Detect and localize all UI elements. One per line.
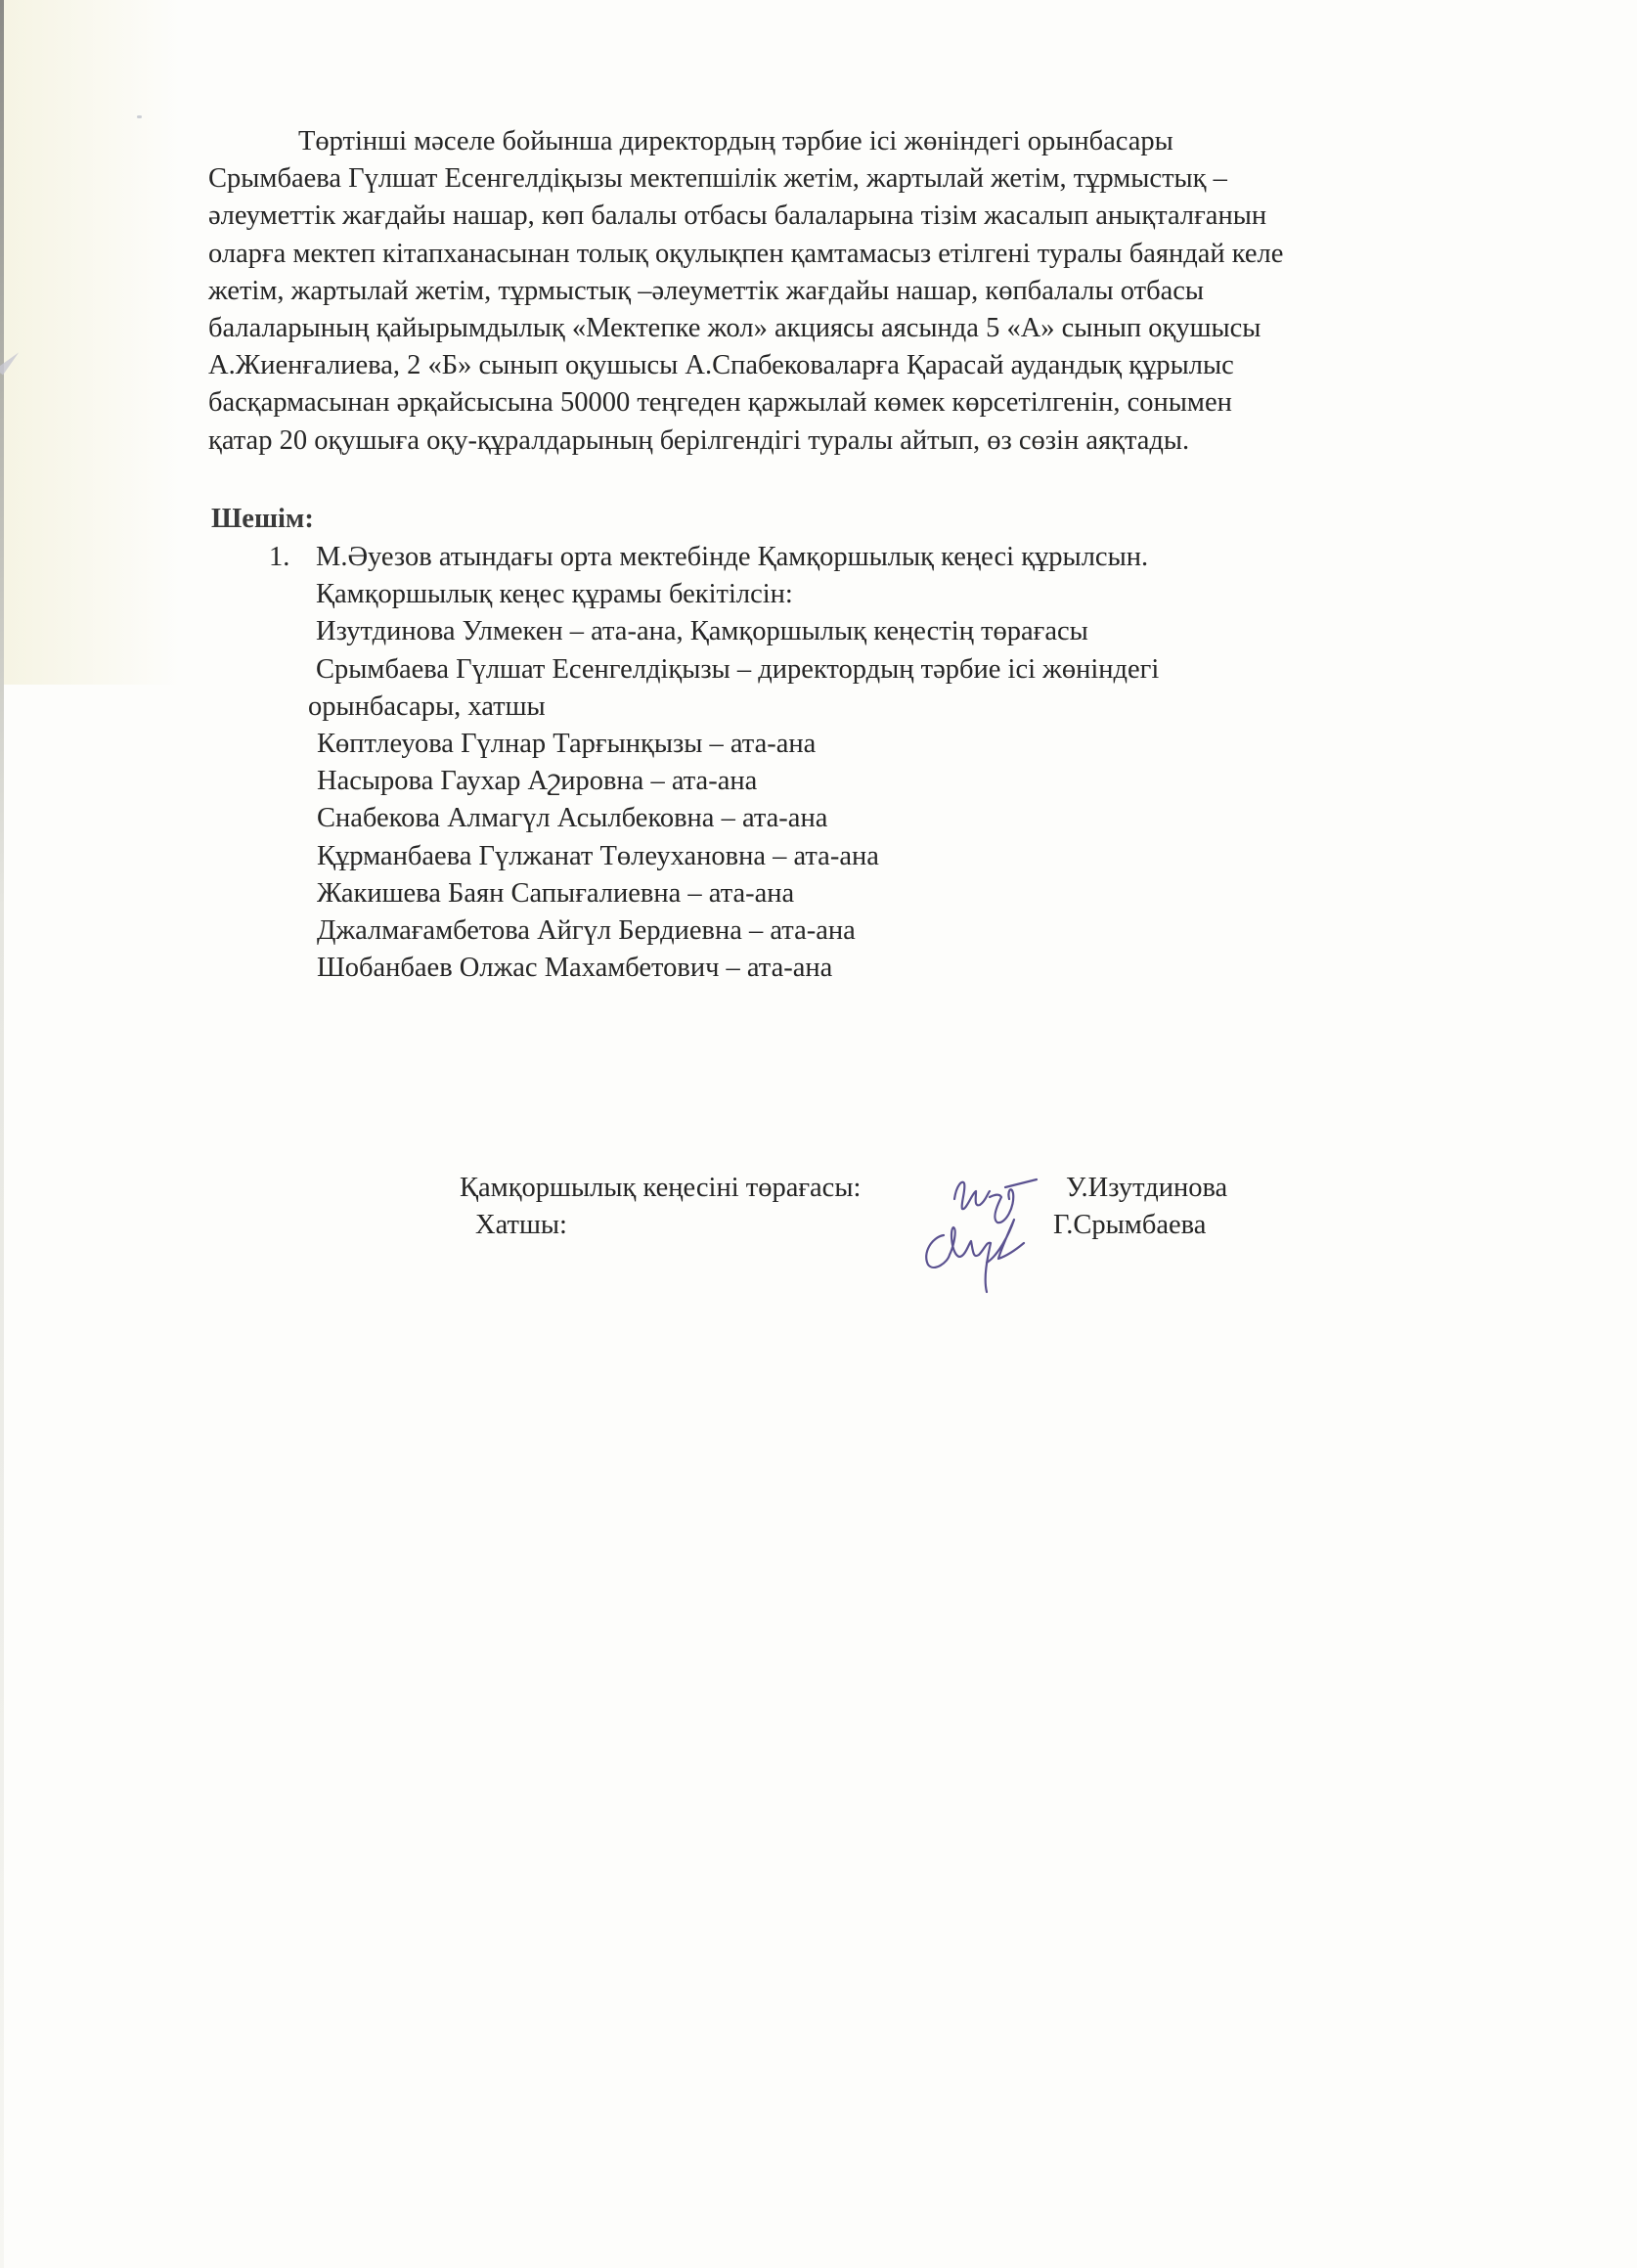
secretary-name: Г.Срымбаева xyxy=(1053,1210,1207,1240)
paragraph-line: балаларының қайырымдылық «Мектепке жол» акциясы аясында 5 «А» сынып оқушысы xyxy=(208,313,1261,344)
decision-line: Срымбаева Гүлшат Есенгелдіқызы – директордың тәрбие ісі жөніндегі xyxy=(316,653,1160,685)
chair-label: Қамқоршылық кеңесіні төрағасы: xyxy=(460,1173,862,1203)
decision-heading: Шешім: xyxy=(211,504,314,534)
paragraph-line: Төртінші мәселе бойынша директордың тәрбие ісі жөніндегі орынбасары xyxy=(298,126,1173,156)
council-member: Шобанбаев Олжас Махамбетович – ата-ана xyxy=(317,953,833,984)
decision-line: М.Әуезов атындағы орта мектебінде Қамқоршылық кеңесі құрылсын. xyxy=(316,542,1149,572)
list-item xyxy=(308,539,1160,987)
list-item-number: 1. xyxy=(269,542,290,572)
decision-line: Изутдинова Улмекен – ата-ана, Қамқоршылық кеңестің төрағасы xyxy=(316,616,1088,647)
paragraph-line: басқармасынан әрқайсысына 50000 теңгеден қаржылай көмек көрсетілгенін, сонымен xyxy=(208,387,1232,419)
secretary-signature-icon xyxy=(914,1208,1041,1296)
scan-tint xyxy=(4,0,180,685)
paragraph-line: оларға мектеп кітапханасынан толық оқулықпен қамтамасыз етілгені туралы баяндай келе xyxy=(208,238,1284,269)
council-member: Насырова Гаухар Аշировна – ата-ана xyxy=(317,766,758,797)
paragraph-line: Срымбаева Гүлшат Есенгелдіқызы мектепшілік жетім, жартылай жетім, тұрмыстық – xyxy=(208,163,1227,195)
council-member: Көптлеуова Гүлнар Тарғынқызы – ата-ана xyxy=(317,729,817,760)
decision-line-continuation: орынбасары, хатшы xyxy=(308,690,546,722)
decision-line: Қамқоршылық кеңес құрамы бекітілсін: xyxy=(316,579,793,610)
council-member: Жакишева Баян Сапығалиевна – ата-ана xyxy=(317,877,795,909)
scan-speck xyxy=(137,115,142,118)
paragraph-line: жетім, жартылай жетім, тұрмыстық –әлеуметтік жағдайы нашар, көпбалалы отбасы xyxy=(208,275,1205,306)
council-member: Құрманбаева Гүлжанат Төлеухановна – ата-ана xyxy=(317,840,879,871)
chair-name: У.Изутдинова xyxy=(1066,1173,1228,1203)
paragraph-line: А.Жиенғалиева, 2 «Б» сынып оқушысы А.Спабековаларға Қарасай аудандық құрылыс xyxy=(208,350,1234,381)
council-member: Снабекова Алмагүл Асылбековна – ата-ана xyxy=(317,803,828,834)
secretary-label: Хатшы: xyxy=(475,1210,567,1240)
paragraph-line: қатар 20 оқушыға оқу-құралдарының берілгендігі туралы айтып, өз сөзін аяқтады. xyxy=(208,424,1190,456)
paragraph-line: әлеуметтік жағдайы нашар, көп балалы отбасы балаларына тізім жасалып анықталғанын xyxy=(208,200,1267,232)
council-member: Джалмағамбетова Айгүл Бердиевна – ата-ана xyxy=(317,915,856,947)
body-paragraph xyxy=(208,123,1283,460)
